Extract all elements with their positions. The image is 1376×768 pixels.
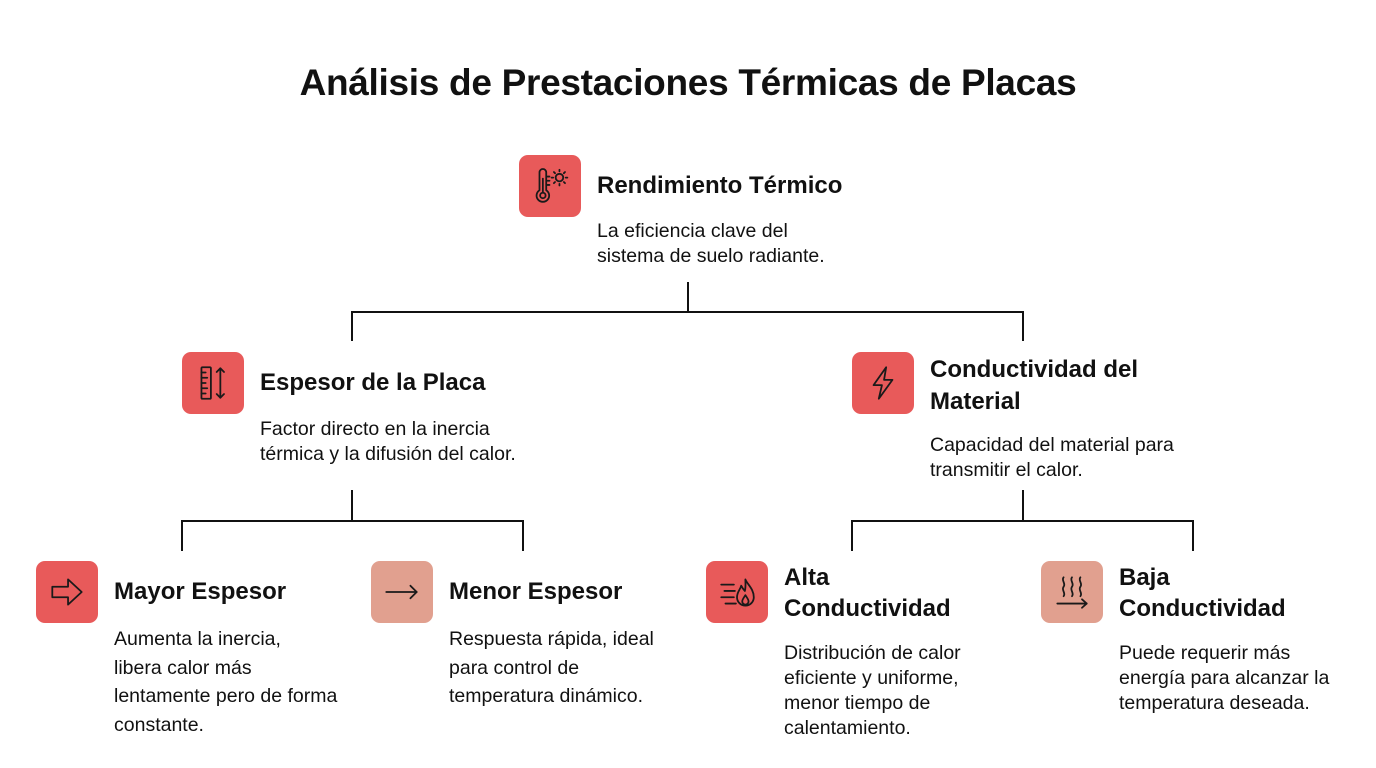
diagram-title: Análisis de Prestaciones Térmicas de Placas [299,62,1077,103]
node-espesor-placa [182,352,562,472]
node-mayor-espesor [36,561,356,746]
node-baja-conductividad [1041,561,1361,721]
heat-waves-arrow-icon [1041,561,1103,623]
ruler-arrows-icon [182,352,244,414]
node-title: Espesor de la Placa [260,369,486,396]
node-description: Capacidad del material para transmitir el calor. [930,434,1174,481]
node-description: Aumenta la inercia, libera calor más lentamente pero de forma constante. [114,628,338,736]
arrow-right-thin-icon [371,561,433,623]
fast-flame-icon [706,561,768,623]
node-description: Factor directo en la inercia térmica y la difusión del calor. [260,418,516,465]
node-description: Distribución de calor eficiente y uniforme, menor tiempo de calentamiento. [784,642,961,739]
arrow-right-outline-icon [36,561,98,623]
node-title: Menor Espesor [449,578,623,605]
node-conductividad-material [852,352,1232,492]
node-title: Alta Conductividad [784,564,951,622]
node-title: Baja Conductividad [1119,564,1286,622]
lightning-icon [852,352,914,414]
node-description: Respuesta rápida, ideal para control de temperatura dinámico. [449,628,654,707]
node-description: La eficiencia clave del sistema de suelo radiante. [597,220,825,267]
thermometer-sun-icon [519,155,581,217]
node-title: Conductividad del Material [930,356,1139,415]
node-alta-conductividad [706,561,1026,746]
node-title: Mayor Espesor [114,578,287,605]
node-menor-espesor [371,561,691,711]
node-rendimiento-termico [519,155,939,275]
node-description: Puede requerir más energía para alcanzar la temperatura deseada. [1119,642,1330,714]
node-title: Rendimiento Térmico [597,172,843,199]
